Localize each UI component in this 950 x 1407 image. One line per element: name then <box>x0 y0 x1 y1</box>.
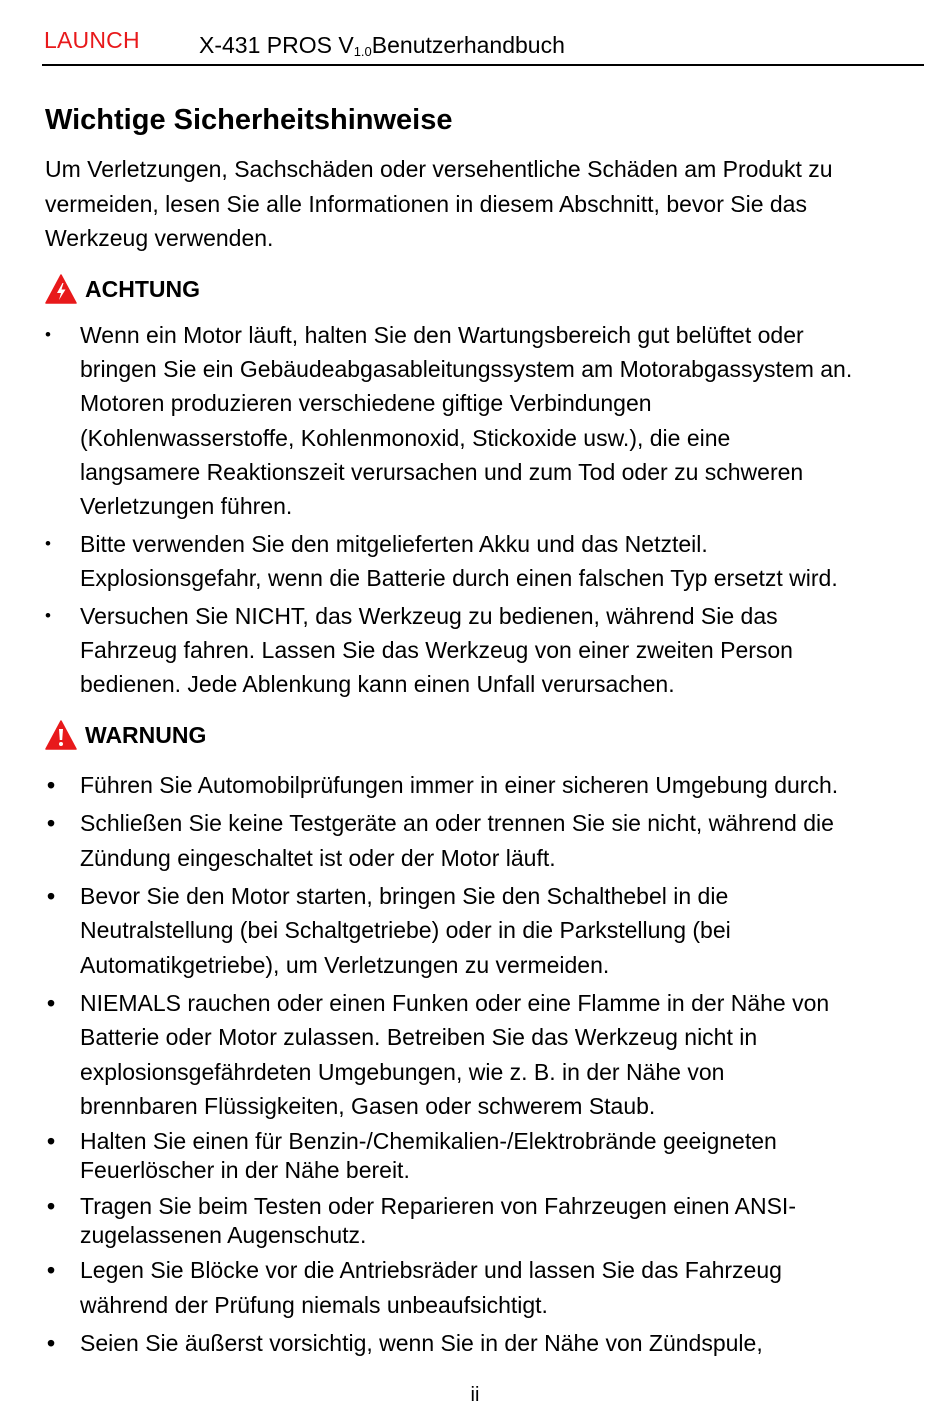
item-line: bringen Sie ein Gebäudeabgasableitungssystem am Motorabgassystem an. <box>80 356 853 383</box>
intro-paragraph <box>45 152 925 256</box>
item-line: Halten Sie einen für Benzin-/Chemikalien-/Elektrobrände geeigneten <box>80 1128 777 1154</box>
doc-title-main: X-431 PROS V <box>199 32 354 58</box>
intro-line: vermeiden, lesen Sie alle Informationen in diesem Abschnitt, bevor Sie das <box>45 190 807 217</box>
list-item <box>45 1253 930 1322</box>
list-item <box>45 806 930 875</box>
list-item <box>45 527 930 595</box>
item-line: während der Prüfung niemals unbeaufsichtigt. <box>80 1291 548 1318</box>
bullet-dot: • <box>47 989 56 1016</box>
item-line: Verletzungen führen. <box>80 493 293 520</box>
item-line: Tragen Sie beim Testen oder Reparieren von Fahrzeugen einen ANSI- <box>80 1193 796 1219</box>
electric-hazard-triangle-icon <box>45 274 77 304</box>
item-line: Automatikgetriebe), um Verletzungen zu vermeiden. <box>80 951 610 978</box>
warning-list <box>45 768 930 1364</box>
list-item <box>45 599 930 702</box>
bullet-dot: • <box>47 772 56 798</box>
document-title <box>199 32 565 59</box>
item-line: explosionsgefährdeten Umgebungen, wie z. B. in der Nähe von <box>80 1058 725 1085</box>
bullet-dot: • <box>47 1193 56 1219</box>
list-item <box>45 318 930 523</box>
caution-heading <box>45 272 200 306</box>
item-line: Neutralstellung (bei Schaltgetriebe) oder in die Parkstellung (bei <box>80 917 731 943</box>
item-line: Seien Sie äußerst vorsichtig, wenn Sie in der Nähe von Zündspule, <box>80 1329 763 1356</box>
item-line: Fahrzeug fahren. Lassen Sie das Werkzeug von einer zweiten Person <box>80 636 793 663</box>
list-item <box>45 1127 930 1184</box>
item-line: Feuerlöscher in der Nähe bereit. <box>80 1156 410 1183</box>
item-line: bedienen. Jede Ablenkung kann einen Unfall verursachen. <box>80 671 675 698</box>
item-line: Versuchen Sie NICHT, das Werkzeug zu bedienen, während Sie das <box>80 602 778 629</box>
section-title: Wichtige Sicherheitshinweise <box>45 104 453 136</box>
warning-heading <box>45 718 206 752</box>
intro-line: Um Verletzungen, Sachschäden oder versehentliche Schäden am Produkt zu <box>45 156 833 182</box>
item-line: zugelassenen Augenschutz. <box>80 1221 367 1248</box>
bullet-dot: • <box>47 810 56 836</box>
page-number: ii <box>470 1384 480 1406</box>
doc-title-rest: Benutzerhandbuch <box>371 32 565 58</box>
list-item <box>45 879 930 983</box>
list-item <box>45 768 930 803</box>
list-item <box>45 1192 930 1249</box>
intro-line: Werkzeug verwenden. <box>45 225 274 251</box>
item-line: Legen Sie Blöcke vor die Antriebsräder und lassen Sie das Fahrzeug <box>80 1257 782 1283</box>
caution-label: ACHTUNG <box>85 275 200 302</box>
item-line: Führen Sie Automobilprüfungen immer in einer sicheren Umgebung durch. <box>80 772 839 798</box>
exclamation-triangle-icon <box>45 720 77 750</box>
item-line: Schließen Sie keine Testgeräte an oder trennen Sie sie nicht, während die <box>80 810 834 836</box>
bullet-dot: • <box>47 882 56 909</box>
bullet-dot: • <box>45 533 51 553</box>
item-line: NIEMALS rauchen oder einen Funken oder eine Flamme in der Nähe von <box>80 989 830 1016</box>
item-line: Motoren produzieren verschiedene giftige Verbindungen <box>80 390 652 417</box>
caution-list <box>45 318 930 705</box>
item-line: Batterie oder Motor zulassen. Betreiben Sie das Werkzeug nicht in <box>80 1024 758 1050</box>
list-item <box>45 1326 930 1361</box>
doc-title-version: 1.0 <box>353 44 372 59</box>
bullet-dot: • <box>47 1128 56 1154</box>
item-line: Explosionsgefahr, wenn die Batterie durch einen falschen Typ ersetzt wird. <box>80 564 838 591</box>
warning-label: WARNUNG <box>85 721 207 748</box>
item-line: (Kohlenwasserstoffe, Kohlenmonoxid, Stickoxide usw.), die eine <box>80 424 731 451</box>
item-line: Bitte verwenden Sie den mitgelieferten Akku und das Netzteil. <box>80 530 708 557</box>
item-line: Wenn ein Motor läuft, halten Sie den Wartungsbereich gut belüftet oder <box>80 322 804 348</box>
bullet-dot: • <box>45 605 51 625</box>
item-line: Zündung eingeschaltet ist oder der Motor läuft. <box>80 844 556 871</box>
bullet-dot: • <box>47 1329 56 1356</box>
list-item <box>45 986 930 1124</box>
page-header <box>42 22 924 66</box>
item-line: Bevor Sie den Motor starten, bringen Sie den Schalthebel in die <box>80 882 729 909</box>
item-line: brennbaren Flüssigkeiten, Gasen oder schwerem Staub. <box>80 1093 656 1119</box>
brand-logo: LAUNCH <box>44 27 140 53</box>
bullet-dot: • <box>45 325 51 344</box>
item-line: langsamere Reaktionszeit verursachen und zum Tod oder zu schweren <box>80 458 804 485</box>
bullet-dot: • <box>47 1257 56 1283</box>
